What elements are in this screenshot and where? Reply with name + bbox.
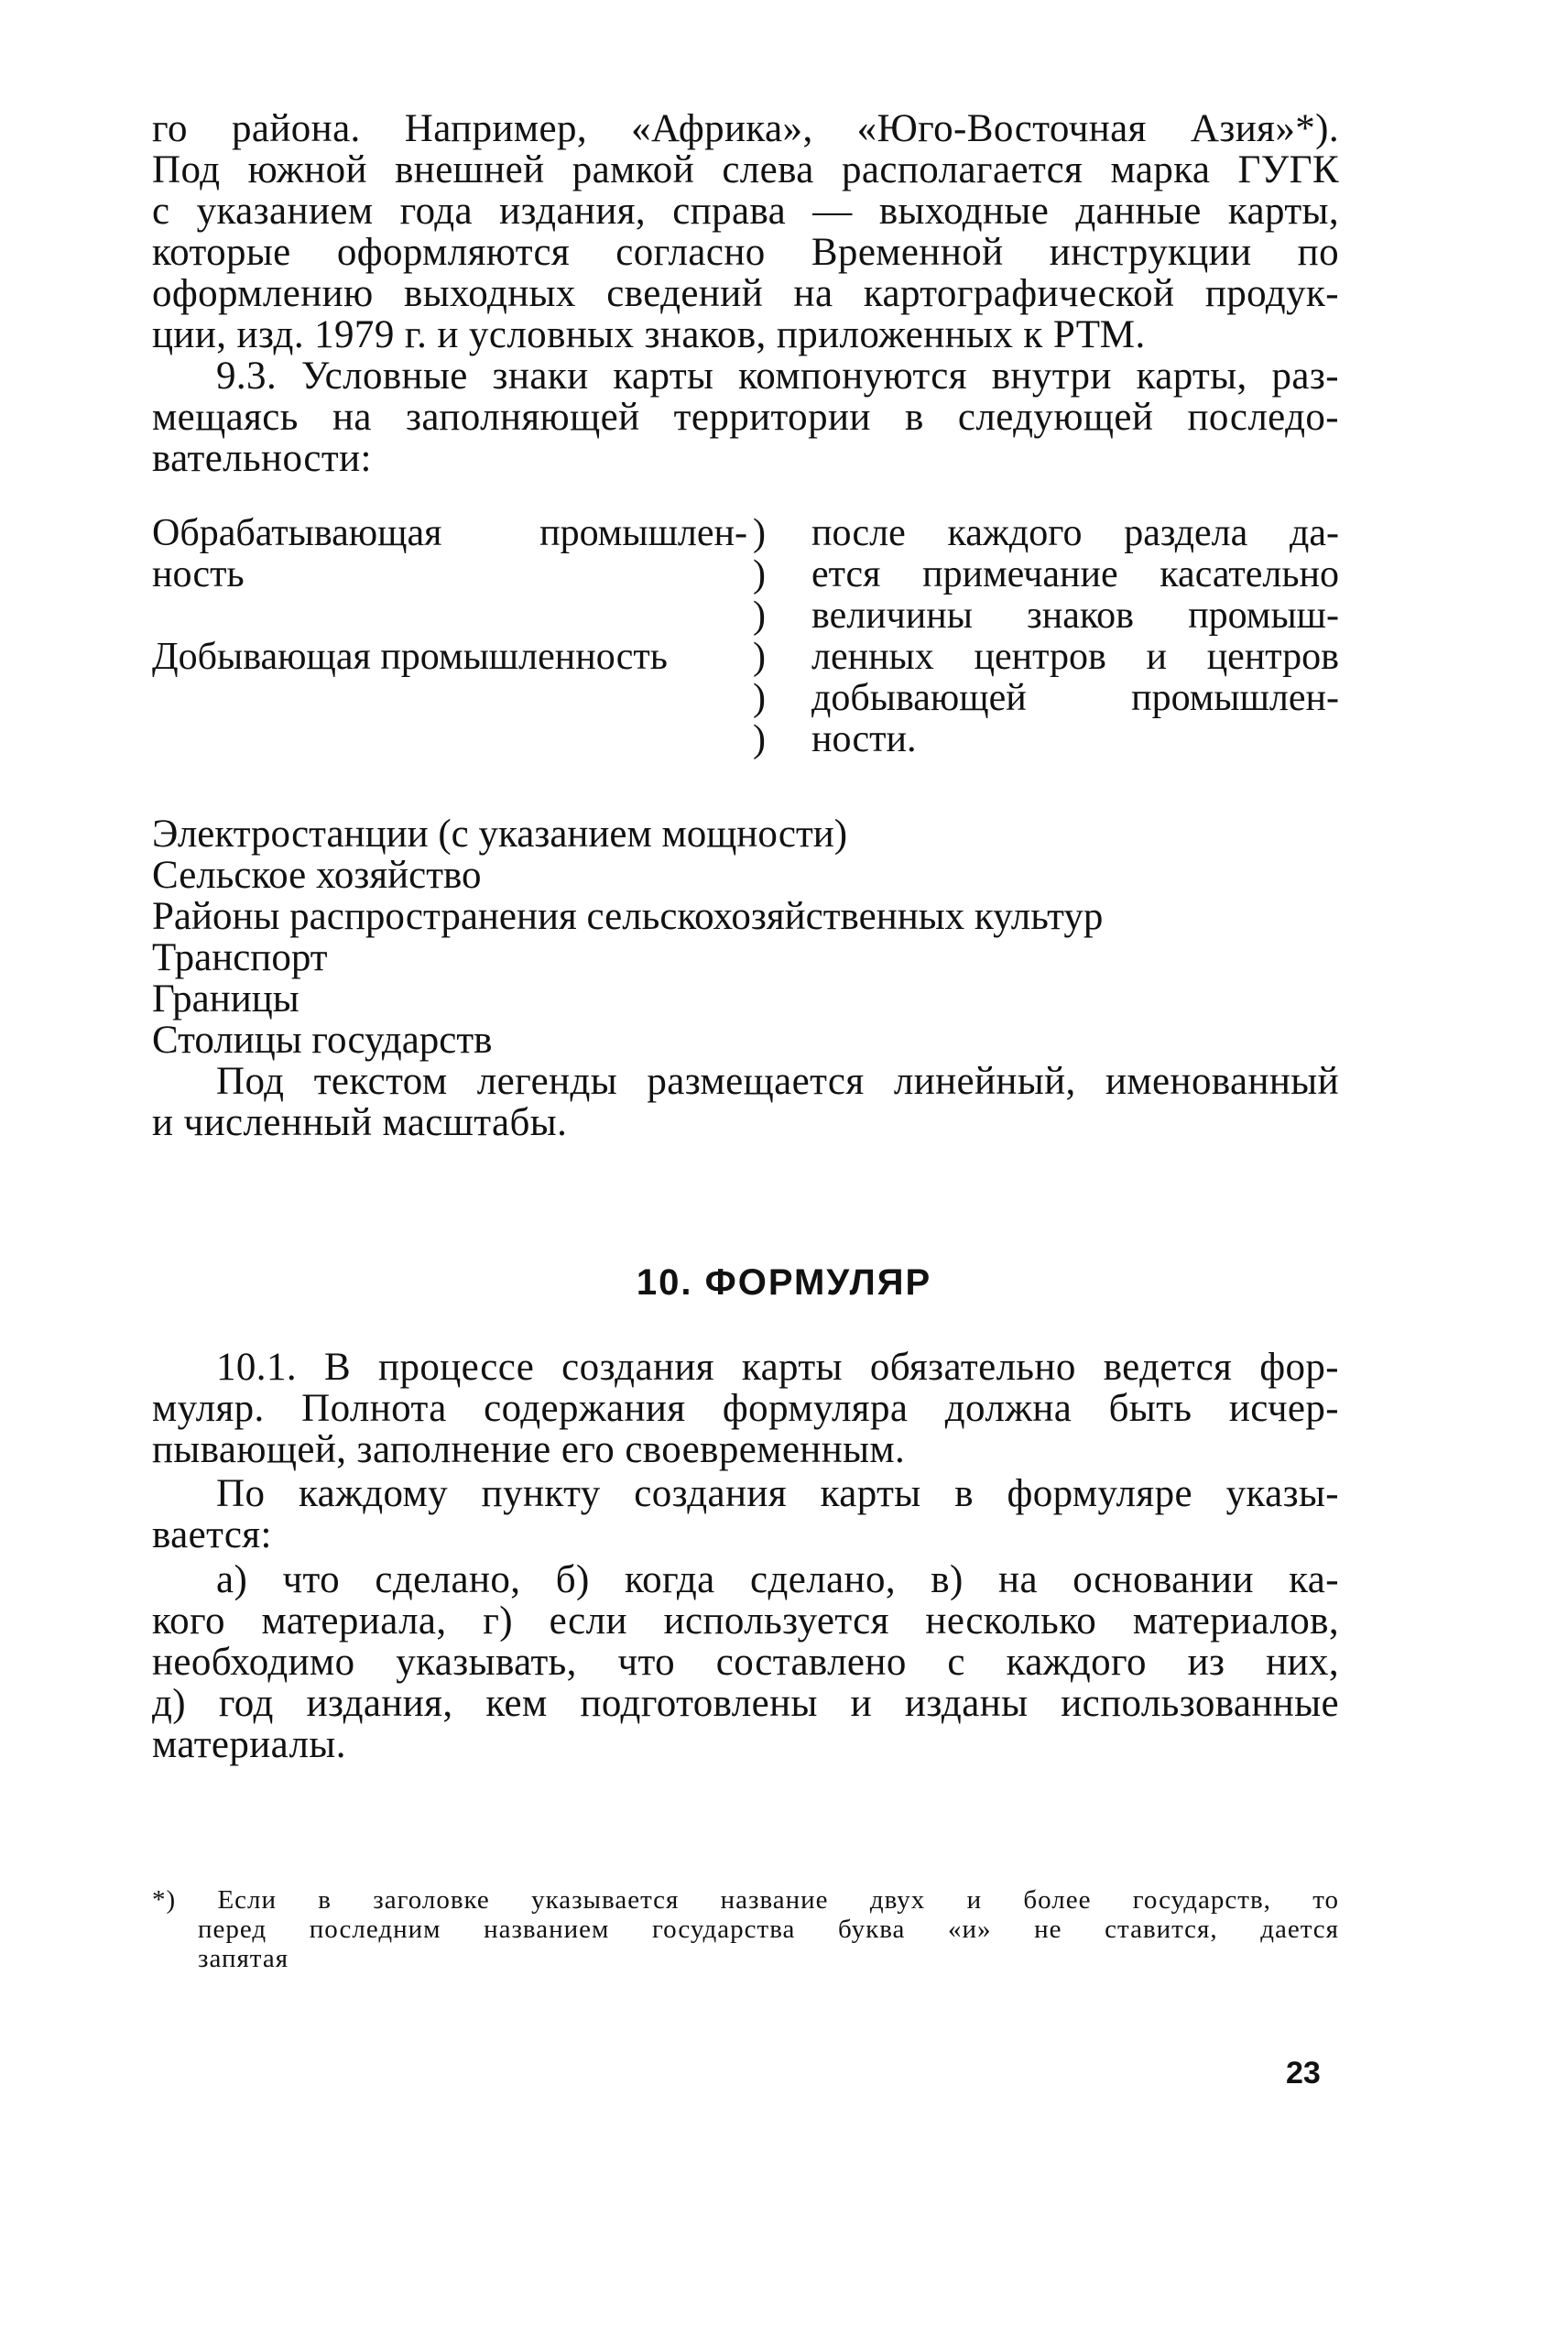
text-line: кого материала, г) если используется несколько материалов, [152,1599,1339,1643]
text-line: ции, изд. 1979 г. и условных знаков, приложенных к РТМ. [152,313,1146,356]
text-line: 10.1. В процессе создания карты обязательно ведется фор- [216,1346,1339,1389]
text-line: оформлению выходных сведений на картографической продук- [152,272,1339,315]
text-line: мещаясь на заполняющей территории в следующей последо- [152,396,1339,439]
text-line: а) что сделано, б) когда сделано, в) на основании ка- [216,1558,1339,1601]
bracket-mark: ) [753,553,766,595]
footnote-line: *) Если в заголовке указывается название двух и более государств, то [152,1885,1339,1915]
list-item: Транспорт [152,936,328,979]
text-line: По каждому пункту создания карты в формуляре указы- [216,1472,1339,1515]
legend-bracket-column [753,513,780,760]
text-line: материалы. [152,1723,346,1766]
legend-left-row: ность [152,553,245,595]
legend-note-line: величины знаков промыш- [811,595,1339,637]
text-line: пывающей, заполнение его своевременным. [152,1428,906,1471]
text-line: го района. Например, «Африка», «Юго-Восточная Азия»*). [152,107,1339,150]
text-line: и численный масштабы. [152,1101,568,1144]
bracket-mark: ) [753,595,766,637]
paragraph-10-1 [152,1347,1339,1470]
legend-left-row: Обрабатывающая промышлен- [152,512,747,554]
footnote-line: перед последним названием государства буква «и» не ставится, дается [198,1915,1339,1944]
text-line: муляр. Полнота содержания формуляра должна быть исчер- [152,1387,1339,1430]
text-line: Под южной внешней рамкой слева располагается марка ГУГК [152,148,1339,191]
legend-left-row: Добывающая промышленность [152,636,668,678]
bracket-mark: ) [753,718,766,760]
bracket-mark: ) [753,512,766,554]
text-line: д) год издания, кем подготовлены и изданы использованные [152,1682,1339,1725]
list-item: Электростанции (с указанием мощности) [152,813,848,856]
list-item: Сельское хозяйство [152,854,482,897]
list-item: Районы распространения сельскохозяйственных культур [152,895,1104,938]
text-line: вается: [152,1513,272,1556]
legend-note-line: добывающей промышлен- [811,677,1339,719]
text-line: вательности: [152,437,372,480]
text-line: необходимо указывать, что составлено с каждого из них, [152,1641,1339,1684]
legend-note-line: ности. [811,718,917,760]
legend-left-row [152,678,747,719]
section-heading: 10. ФОРМУЛЯР [636,1262,932,1303]
text-line: 9.3. Условные знаки карты компонуются внутри карты, раз- [216,355,1339,398]
paragraph-scales [152,1061,1339,1143]
paragraph-9-3 [152,355,1339,479]
legend-items-list [152,813,1103,1061]
paragraph-items [152,1559,1339,1765]
legend-note-line: ется примечание касательно [811,553,1339,595]
text-line: Под текстом легенды размещается линейный, именованный [216,1060,1339,1103]
paragraph-map-frame [152,108,1339,355]
paragraph-items-intro [152,1473,1339,1556]
text-line: которые оформляются согласно Временной инструкции по [152,231,1339,274]
legend-left-row [152,719,747,760]
list-item: Границы [152,977,299,1021]
footnote-line: запятая [198,1944,289,1973]
text-line: с указанием года издания, справа — выходные данные карты, [152,190,1339,233]
legend-note-line: после каждого раздела да- [811,512,1339,554]
legend-note-column [811,513,1339,760]
bracket-mark: ) [753,636,766,678]
legend-order-table [152,513,1343,770]
page-number: 23 [1286,2056,1321,2090]
legend-left-row [152,595,747,637]
list-item: Столицы государств [152,1019,493,1062]
legend-left-column [152,513,747,760]
bracket-mark: ) [753,677,766,719]
legend-note-line: ленных центров и центров [811,636,1339,678]
footnote [152,1885,1339,1973]
